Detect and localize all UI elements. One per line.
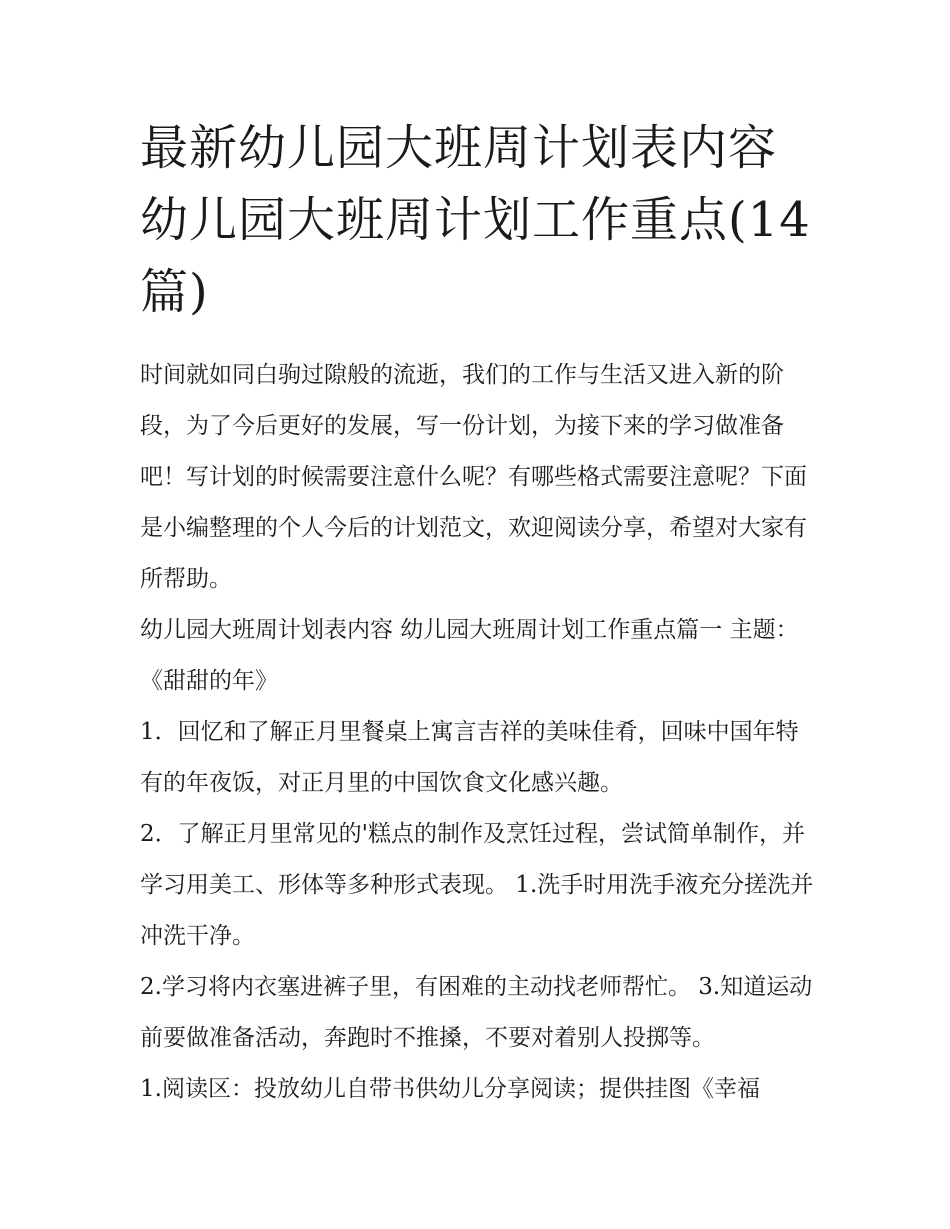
intro-paragraph: 时间就如同白驹过隙般的流逝，我们的工作与生活又进入新的阶段，为了今后更好的发展，写一份计划，为接下来的学习做准备吧！写计划的时候需要注意什么呢？有哪些格式需要注意呢？下面是小编整理的个人今后的计划范文，欢迎阅读分享，希望对大家有所帮助。	[140, 362, 807, 592]
area-item-reading: 1.阅读区：投放幼儿自带书供幼儿分享阅读；提供挂图《幸福	[140, 1076, 760, 1102]
document-body	[140, 350, 820, 1115]
goal-item-1: 1．回忆和了解正月里餐桌上寓言吉祥的美味佳肴，回味中国年特有的年夜饭，对正月里的中国饮食文化感兴趣。	[140, 719, 799, 796]
section-heading-paragraph: 幼儿园大班周计划表内容 幼儿园大班周计划工作重点篇一 主题：《甜甜的年》	[140, 617, 799, 694]
goal-item-2: 2．了解正月里常见的'糕点的制作及烹饪过程，尝试简单制作，并学习用美工、形体等多种形式表现。 1.洗手时用洗手液充分搓洗并冲洗干净。	[140, 821, 814, 949]
habit-item: 2.学习将内衣塞进裤子里，有困难的主动找老师帮忙。 3.知道运动前要做准备活动，奔跑时不推搡，不要对着别人投掷等。	[140, 974, 813, 1051]
document-page	[140, 112, 820, 1115]
document-title: 最新幼儿园大班周计划表内容 幼儿园大班周计划工作重点(14篇)	[140, 120, 811, 320]
